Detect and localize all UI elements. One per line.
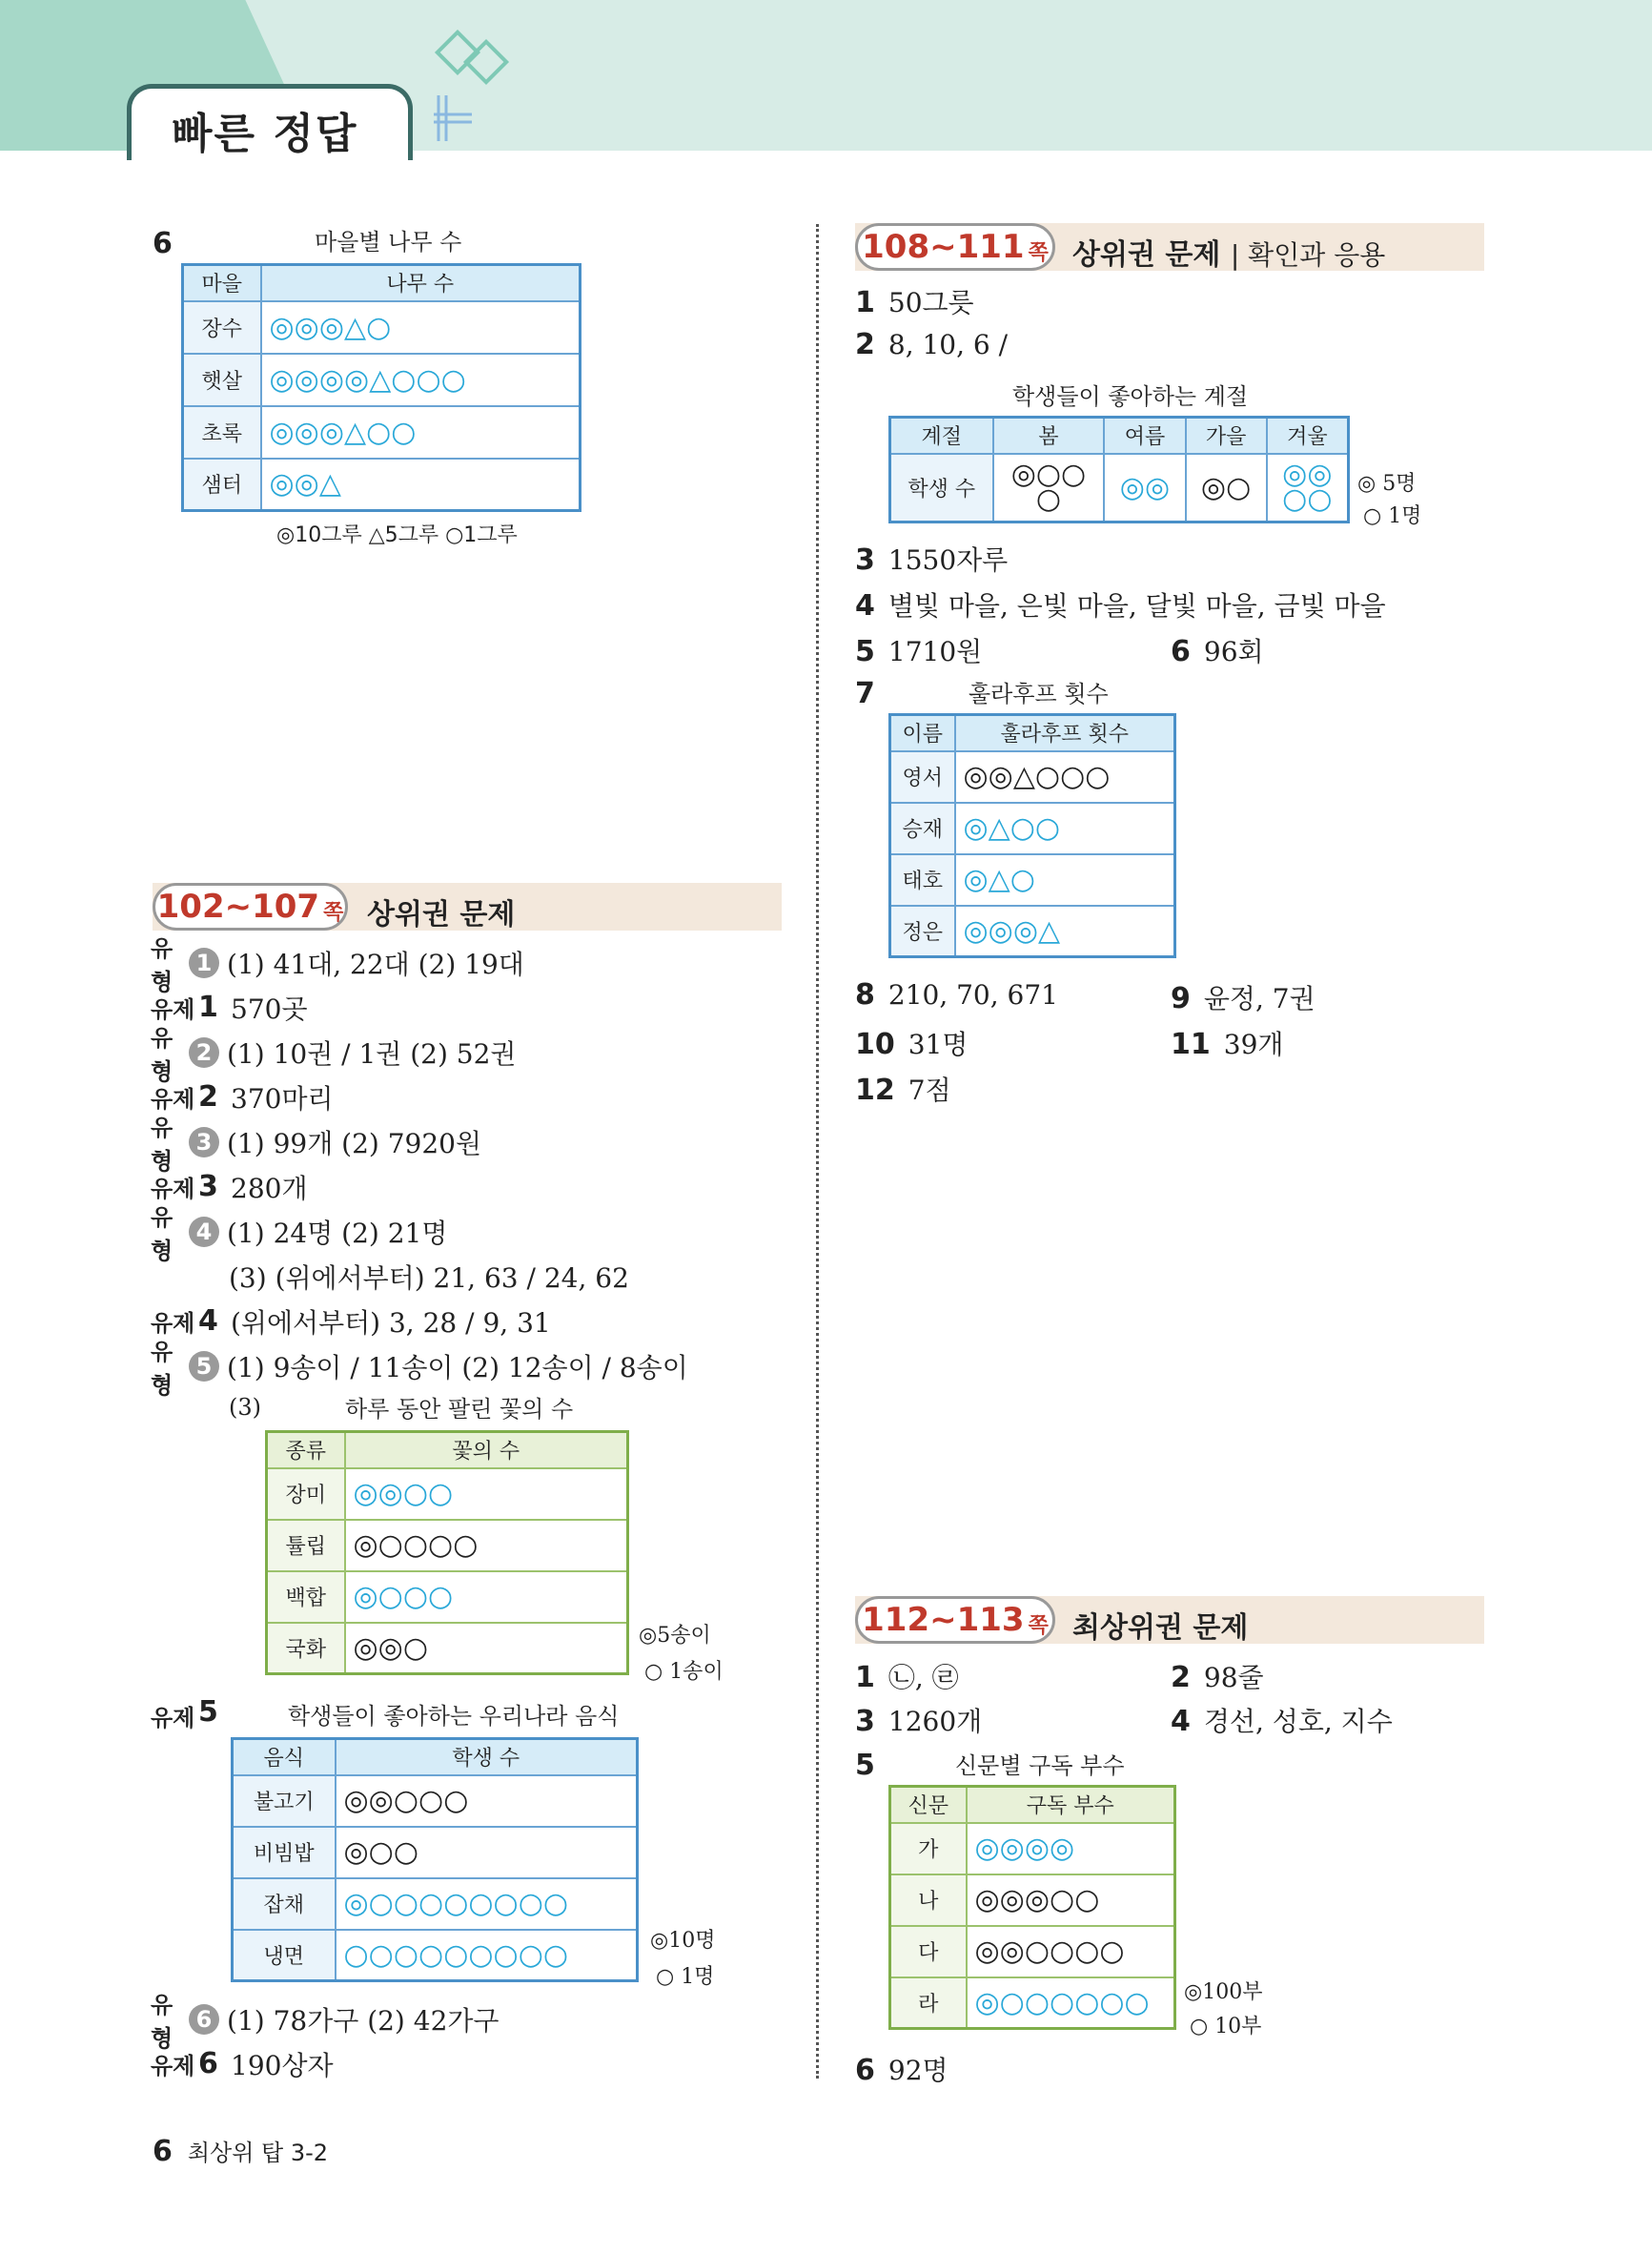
answer-item: 1 50그릇 xyxy=(855,286,974,319)
page-range-pill xyxy=(153,883,348,931)
table-legend: ◎5송이 xyxy=(639,1624,711,1648)
type-badge: 2 xyxy=(189,1037,219,1068)
page-suffix: 쪽 xyxy=(1028,240,1049,265)
answer-item: 5 1710원 xyxy=(855,635,983,668)
row-label: 잡채 xyxy=(233,1878,336,1930)
col-header: 이름 xyxy=(890,715,955,751)
row-label: 라 xyxy=(890,1977,967,2029)
section-header-112 xyxy=(855,1596,1484,1644)
page-suffix: 쪽 xyxy=(1028,1613,1049,1638)
table-caption: 마을별 나무 수 xyxy=(315,229,462,256)
col-header: 구독 부수 xyxy=(967,1787,1175,1823)
symbol-cell: ◎△○○ xyxy=(955,803,1175,854)
row-label: 불고기 xyxy=(233,1775,336,1827)
col-header: 음식 xyxy=(233,1739,336,1775)
answer-item: 10 31명 xyxy=(855,1028,969,1061)
page-footer xyxy=(153,2134,328,2168)
answer-item: 12 7점 xyxy=(855,1074,951,1107)
table-legend: ○ 1명 xyxy=(1363,504,1422,528)
symbol-cell: ◎◎◎○○ xyxy=(967,1874,1175,1926)
row-label: 승재 xyxy=(890,803,955,854)
col-header: 학생 수 xyxy=(336,1739,638,1775)
answer-item: 4 별빛 마을, 은빛 마을, 달빛 마을, 금빛 마을 xyxy=(855,589,1386,623)
col-header: 종류 xyxy=(267,1432,345,1468)
food-table xyxy=(231,1737,639,1982)
page-suffix: 쪽 xyxy=(323,900,344,925)
symbol-cell: ◎◎◎△○○ xyxy=(261,406,581,459)
table-legend: ◎ 5명 xyxy=(1357,472,1417,496)
symbol-cell: ◎◎◎△ xyxy=(955,906,1175,957)
answer-item: 유형 4 (1) 24명 (2) 21명 xyxy=(151,1203,448,1264)
hula-table xyxy=(888,713,1176,958)
answer-item: 유제 1 570곳 xyxy=(151,991,308,1025)
row-label: 비빔밥 xyxy=(233,1827,336,1878)
answer-item: 유형 6 (1) 78가구 (2) 42가구 xyxy=(151,1991,500,2052)
decoration-icon xyxy=(434,29,529,143)
page-title: 빠른 정답 xyxy=(172,110,358,158)
table-caption: 신문별 구독 부수 xyxy=(955,1752,1125,1779)
answer-item: (3) (위에서부터) 21, 63 / 24, 62 xyxy=(229,1261,629,1294)
answer-item: 유제 4 (위에서부터) 3, 28 / 9, 31 xyxy=(151,1304,551,1339)
symbol-cell: ◎◎○○○○ xyxy=(967,1926,1175,1977)
page-range: 112~113 xyxy=(862,1601,1025,1639)
col-header: 신문 xyxy=(890,1787,967,1823)
row-label: 학생 수 xyxy=(890,454,993,522)
symbol-cell: ◎◎ ○○ xyxy=(1267,454,1349,522)
table-legend: ◎10그루 △5그루 ○1그루 xyxy=(276,523,518,547)
row-label: 정은 xyxy=(890,906,955,957)
symbol-cell: ◎◎○○ xyxy=(345,1468,628,1520)
table-caption: 학생들이 좋아하는 계절 xyxy=(1012,383,1249,410)
type-badge: 1 xyxy=(189,948,219,978)
symbol-cell: ◎○ xyxy=(1186,454,1267,522)
symbol-cell: ◎◎ xyxy=(1104,454,1185,522)
symbol-cell: ◎○○ xyxy=(336,1827,638,1878)
row-label: 햇살 xyxy=(183,354,261,406)
answer-item: 11 39개 xyxy=(1171,1028,1284,1061)
col-header: 여름 xyxy=(1104,418,1185,454)
table-legend: ◎100부 xyxy=(1184,1980,1263,2004)
answer-item: 9 윤정, 7권 xyxy=(1171,982,1315,1015)
book-title: 최상위 탑 3-2 xyxy=(187,2140,329,2166)
table-caption: 학생들이 좋아하는 우리나라 음식 xyxy=(288,1703,620,1730)
page-range-pill xyxy=(855,223,1055,271)
sub-question-prefix: (3) xyxy=(229,1394,261,1421)
col-header: 마을 xyxy=(183,265,261,301)
answer-number: 5 xyxy=(198,1695,218,1729)
col-header: 가을 xyxy=(1186,418,1267,454)
answer-item: 1 ㉡, ㉣ xyxy=(855,1661,959,1694)
page-range: 108~111 xyxy=(862,228,1025,266)
row-label: 나 xyxy=(890,1874,967,1926)
table-legend: ○ 1송이 xyxy=(644,1660,724,1684)
answer-item: 3 1260개 xyxy=(855,1705,983,1738)
row-label: 장미 xyxy=(267,1468,345,1520)
answer-item: 2 8, 10, 6 / xyxy=(855,328,1009,361)
section-title: 최상위권 문제 xyxy=(1072,1611,1249,1645)
symbol-cell: ◎○○ ○ xyxy=(993,454,1105,522)
answer-number: 7 xyxy=(855,677,875,710)
page-number: 6 xyxy=(153,2135,173,2168)
answer-label: 유제 xyxy=(151,1705,195,1731)
symbol-cell: ◎◎○ xyxy=(345,1623,628,1674)
table-legend: ○ 10부 xyxy=(1190,2015,1262,2038)
symbol-cell: ◎◎△ xyxy=(261,459,581,511)
type-badge: 5 xyxy=(189,1351,219,1382)
flower-table xyxy=(265,1430,629,1675)
section-subtitle: | 확인과 응용 xyxy=(1230,239,1386,271)
symbol-cell: ◎◎◎◎△○○○ xyxy=(261,354,581,406)
row-label: 초록 xyxy=(183,406,261,459)
symbol-cell: ◎○○○○○○○○ xyxy=(336,1878,638,1930)
symbol-cell: ◎○○○○ xyxy=(345,1520,628,1571)
answer-item: 유형 5 (1) 9송이 / 11송이 (2) 12송이 / 8송이 xyxy=(151,1338,688,1399)
col-header: 나무 수 xyxy=(261,265,581,301)
symbol-cell: ◎◎○○○ xyxy=(336,1775,638,1827)
row-label: 국화 xyxy=(267,1623,345,1674)
answer-item: 유제 6 190상자 xyxy=(151,2047,334,2081)
row-label: 영서 xyxy=(890,751,955,803)
symbol-cell: ◎△○ xyxy=(955,854,1175,906)
answer-list xyxy=(151,1991,780,2086)
symbol-cell: ◎◎◎◎ xyxy=(967,1823,1175,1874)
question-number: 6 xyxy=(153,227,173,260)
type-badge: 6 xyxy=(189,2004,219,2035)
answer-item: 3 1550자루 xyxy=(855,543,1009,577)
table-legend: ◎10명 xyxy=(650,1929,716,1953)
answer-item: 6 96회 xyxy=(1171,635,1264,668)
answer-item: 유제 3 280개 xyxy=(151,1170,308,1204)
col-header: 훌라후프 횟수 xyxy=(955,715,1175,751)
row-label: 장수 xyxy=(183,301,261,354)
answer-item: 2 98줄 xyxy=(1171,1661,1264,1694)
symbol-cell: ○○○○○○○○○ xyxy=(336,1930,638,1981)
symbol-cell: ◎◎△○○○ xyxy=(955,751,1175,803)
type-badge: 3 xyxy=(189,1127,219,1157)
season-table xyxy=(888,416,1350,523)
symbol-cell: ◎○○○○○○ xyxy=(967,1977,1175,2029)
table-caption: 하루 동안 팔린 꽃의 수 xyxy=(345,1396,574,1423)
answer-item: 유형 2 (1) 10권 / 1권 (2) 52권 xyxy=(151,1024,517,1085)
table-legend: ○ 1명 xyxy=(656,1965,715,1989)
answer-item: 유형 1 (1) 41대, 22대 (2) 19대 xyxy=(151,934,524,995)
row-label: 냉면 xyxy=(233,1930,336,1981)
answer-item: 4 경선, 성호, 지수 xyxy=(1171,1705,1393,1738)
section-header-102 xyxy=(153,883,782,931)
answer-item: 유형 3 (1) 99개 (2) 7920원 xyxy=(151,1114,482,1175)
answer-item: 6 92명 xyxy=(855,2054,948,2087)
col-header: 꽃의 수 xyxy=(345,1432,628,1468)
row-label: 태호 xyxy=(890,854,955,906)
row-label: 가 xyxy=(890,1823,967,1874)
col-header: 겨울 xyxy=(1267,418,1349,454)
answer-item: 유제 2 370마리 xyxy=(151,1080,334,1115)
row-label: 튤립 xyxy=(267,1520,345,1571)
section-title: 상위권 문제 | 확인과 응용 xyxy=(1072,238,1386,272)
col-header: 계절 xyxy=(890,418,993,454)
row-label: 다 xyxy=(890,1926,967,1977)
section-header-108 xyxy=(855,223,1484,271)
type-badge: 4 xyxy=(189,1217,219,1247)
row-label: 샘터 xyxy=(183,459,261,511)
symbol-cell: ◎○○○ xyxy=(345,1571,628,1623)
page-range-pill xyxy=(855,1596,1055,1644)
section-title: 상위권 문제 xyxy=(367,898,516,932)
answer-list xyxy=(151,934,780,1399)
row-label: 백합 xyxy=(267,1571,345,1623)
page-range: 102~107 xyxy=(156,888,320,926)
village-tree-table xyxy=(181,263,581,512)
table-caption: 훌라후프 횟수 xyxy=(969,681,1109,707)
answer-item: 8 210, 70, 671 xyxy=(855,978,1058,1012)
answer-number: 5 xyxy=(855,1749,875,1782)
symbol-cell: ◎◎◎△○ xyxy=(261,301,581,354)
col-header: 봄 xyxy=(993,418,1105,454)
newspaper-table xyxy=(888,1785,1176,2030)
column-divider xyxy=(816,224,819,2079)
